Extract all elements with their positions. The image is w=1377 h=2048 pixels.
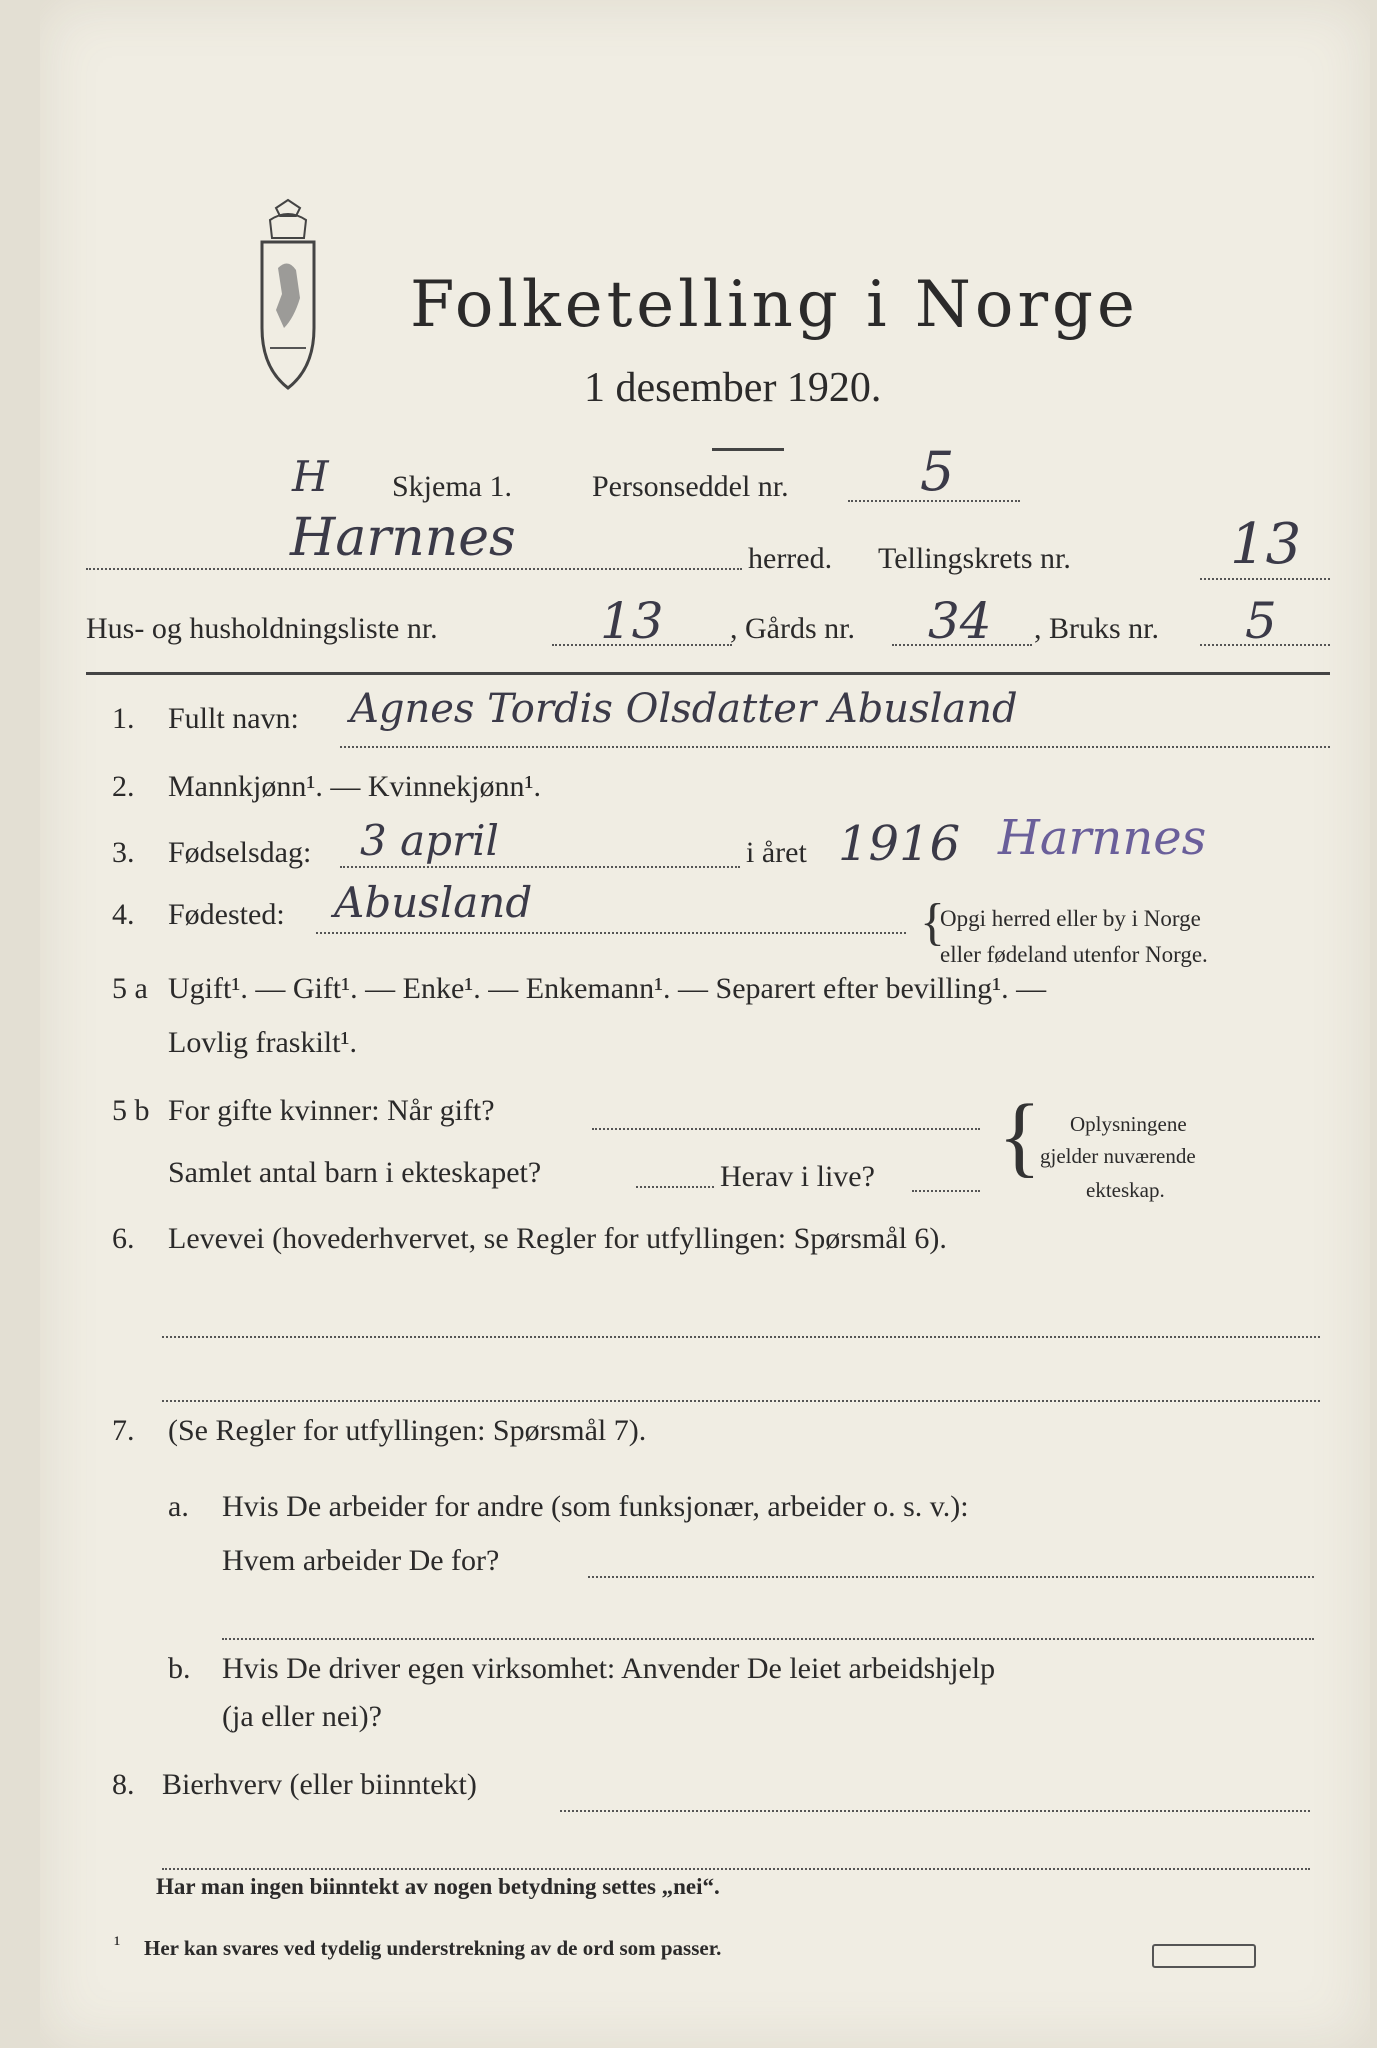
husliste-label: Hus- og husholdningsliste nr. <box>86 612 438 645</box>
q7a-label-2: Hvem arbeider De for? <box>222 1544 500 1577</box>
herred-value: Harnnes <box>290 508 516 568</box>
q5b-label-2: Samlet antal barn i ekteskapet? <box>168 1156 542 1189</box>
q4-number: 4. <box>112 898 135 931</box>
q8-label: Bierhverv (eller biinntekt) <box>162 1768 477 1801</box>
gards-label: , Gårds nr. <box>730 612 855 645</box>
census-form-sheet <box>40 0 1370 2048</box>
q5a-label: Ugift¹. — Gift¹. — Enke¹. — Enkemann¹. — Separert efter bevilling¹. — <box>168 972 1047 1005</box>
herred-label: herred. <box>748 542 833 575</box>
q6-number: 6. <box>112 1222 135 1255</box>
herred-mark: H <box>292 452 329 501</box>
personseddel-label: Personseddel nr. <box>592 470 789 503</box>
q5b-note-1: Oplysningene <box>1070 1112 1187 1136</box>
footnote-mark: ¹ <box>114 1932 121 1956</box>
q3-year-value: 1916 <box>838 816 961 872</box>
biinntekt-note: Har man ingen biinntekt av nogen betydning settes „nei“. <box>156 1874 720 1899</box>
q3-birthday-value: 3 april <box>360 816 499 865</box>
q1-number: 1. <box>112 702 135 735</box>
title-divider <box>712 448 784 451</box>
q5b-brace: { <box>998 1087 1042 1186</box>
form-date: 1 desember 1920. <box>584 365 882 411</box>
tellingskrets-value: 13 <box>1230 512 1302 577</box>
q5a-number: 5 a <box>112 972 148 1005</box>
q7a-letter: a. <box>168 1490 189 1523</box>
q6-label: Levevei (hovederhvervet, se Regler for utfyllingen: Spørsmål 6). <box>168 1222 947 1255</box>
q1-full-name-value: Agnes Tordis Olsdatter Abusland <box>350 686 1018 732</box>
q7-number: 7. <box>112 1414 135 1447</box>
q4-brace: { <box>920 894 945 951</box>
q3-extra-note: Harnnes <box>998 810 1207 866</box>
q5b-number: 5 b <box>112 1094 150 1127</box>
printer-stamp <box>1152 1944 1256 1968</box>
q7-label: (Se Regler for utfyllingen: Spørsmål 7). <box>168 1414 647 1447</box>
q4-note-1: Opgi herred eller by i Norge <box>940 906 1201 931</box>
header-rule <box>86 672 1330 675</box>
q7b-letter: b. <box>168 1652 191 1685</box>
form-title: Folketelling i Norge <box>410 268 1139 342</box>
personseddel-value: 5 <box>920 440 955 503</box>
q3-year-label: i året <box>746 836 807 869</box>
gards-value: 34 <box>928 592 992 650</box>
tellingskrets-label: Tellingskrets nr. <box>878 542 1071 575</box>
q2-number: 2. <box>112 770 135 803</box>
bruks-value: 5 <box>1245 592 1277 650</box>
q4-label: Fødested: <box>168 898 285 931</box>
footnote-text: Her kan svares ved tydelig understrekning av de ord som passer. <box>144 1936 722 1960</box>
bruks-label: , Bruks nr. <box>1034 612 1160 645</box>
q5b-note-2: gjelder nuværende <box>1040 1144 1196 1168</box>
q5b-label: For gifte kvinner: Når gift? <box>168 1094 495 1127</box>
q7b-label: Hvis De driver egen virksomhet: Anvender De leiet arbeidshjelp <box>222 1652 996 1685</box>
husliste-value: 13 <box>600 592 664 650</box>
q7a-label: Hvis De arbeider for andre (som funksjonær, arbeider o. s. v.): <box>222 1490 969 1523</box>
q4-birthplace-value: Abusland <box>334 878 533 927</box>
q4-note-2: eller fødeland utenfor Norge. <box>940 942 1208 967</box>
q2-label: Mannkjønn¹. — Kvinnekjønn¹. <box>168 770 541 803</box>
skjema-label: Skjema 1. <box>392 470 512 503</box>
q5b-note-3: ekteskap. <box>1086 1178 1165 1202</box>
q1-label: Fullt navn: <box>168 702 299 735</box>
q3-number: 3. <box>112 836 135 869</box>
q3-label: Fødselsdag: <box>168 836 312 869</box>
q5a-label-2: Lovlig fraskilt¹. <box>168 1026 357 1059</box>
q7b-label-2: (ja eller nei)? <box>222 1700 382 1733</box>
coat-of-arms-icon <box>248 198 328 398</box>
q5b-label-3: Herav i live? <box>720 1160 875 1193</box>
q8-number: 8. <box>112 1768 135 1801</box>
